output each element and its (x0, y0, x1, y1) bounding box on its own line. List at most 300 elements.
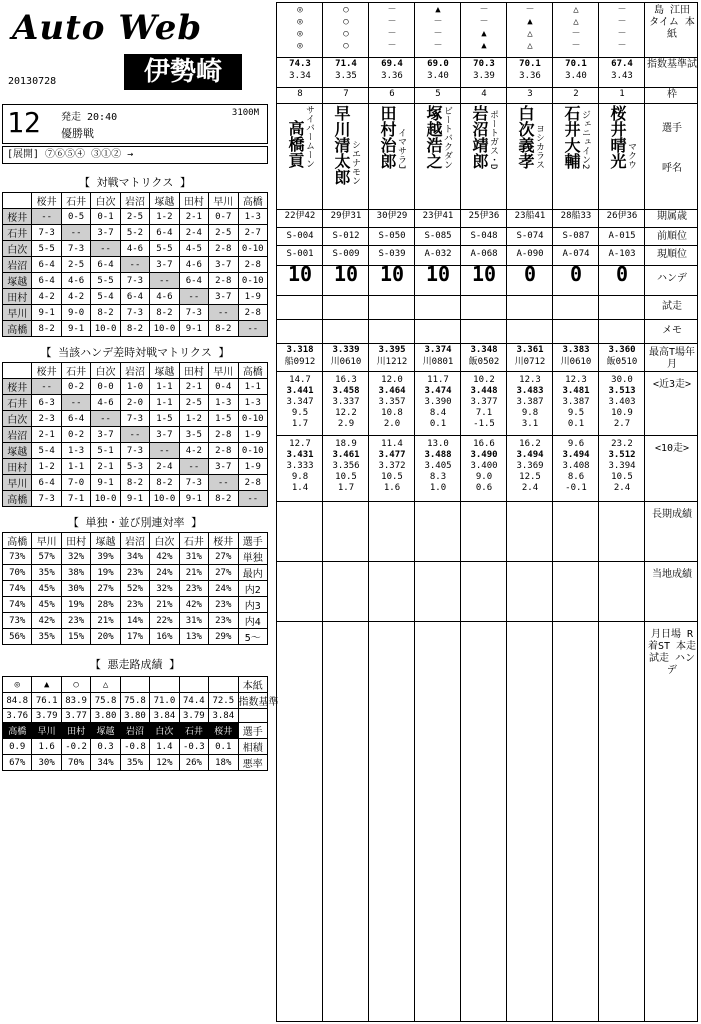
shisu-base: 3.36 (381, 71, 403, 81)
rider-name-block (415, 105, 461, 205)
matrix-cell: 2-8 (209, 427, 238, 443)
akuso-cell: 76.1 (32, 693, 61, 709)
waku-number: 6 (389, 89, 395, 99)
rentai-cell: 23% (61, 613, 90, 629)
matrix-cell: 10-0 (150, 491, 179, 507)
matrix-cell: 7-1 (61, 491, 90, 507)
akuso-cell: 岩沼 (120, 723, 149, 739)
mark-labels: 島 江田 タイム 本紙 (649, 5, 695, 40)
current-rank: A-068 (470, 249, 498, 259)
matrix-header: 早川 (209, 193, 238, 209)
akuso-cell: 0.1 (209, 739, 238, 755)
recent3-value: 3.377 (470, 397, 498, 407)
rentai-cell: 27% (91, 581, 120, 597)
matrix-cell: 2-5 (120, 209, 149, 225)
shisu-value: 69.4 (381, 59, 403, 69)
rider-name-block (599, 105, 645, 205)
matrix-header: 白次 (91, 193, 120, 209)
matrix-cell: 9-1 (32, 305, 61, 321)
akuso-cell: 18% (209, 755, 238, 771)
matrix-cell: 7-3 (179, 305, 208, 321)
rentai-cell: 34% (120, 549, 149, 565)
akuso-cell: 1.6 (32, 739, 61, 755)
shisu-value: 70.1 (565, 59, 587, 69)
recent3-value: 10.8 (381, 408, 403, 418)
recent10-value: 3.394 (608, 461, 636, 471)
prediction-mark: － (525, 5, 535, 15)
recent10-value: 9.6 (567, 439, 585, 449)
akuso-cell: 83.9 (61, 693, 90, 709)
matrix-cell: 1-2 (32, 459, 61, 475)
recent3-value: -1.5 (473, 419, 495, 429)
section-title-rentai: 【 単独・並び別連対率 】 (67, 516, 203, 529)
divider (277, 245, 697, 246)
divider (277, 561, 697, 562)
rider-name-block (461, 105, 507, 205)
matrix-cell: -- (179, 459, 208, 475)
rider-name-block (553, 105, 599, 205)
matrix-cell: 2-5 (209, 225, 238, 241)
akuso-cell: 70% (61, 755, 90, 771)
rentai-cell: 24% (150, 565, 179, 581)
matrix-row (3, 321, 268, 337)
recent10-value: 10.5 (335, 472, 357, 482)
matrix-cell: 8-2 (150, 475, 179, 491)
rentai-cell: 52% (120, 581, 149, 597)
rentai-cell: 22% (150, 613, 179, 629)
matrix-cell: 4-6 (179, 257, 208, 273)
matrix-cell: 7-3 (179, 475, 208, 491)
prediction-mark: ○ (343, 29, 349, 39)
race-date: 20130728 (8, 76, 57, 87)
prediction-mark: － (433, 41, 443, 51)
recent3-value: 3.403 (608, 397, 636, 407)
current-rank: A-074 (562, 249, 590, 259)
bike-name: ポートガス・D (488, 109, 498, 169)
matrix-cell: 6-4 (120, 289, 149, 305)
rentai-cell: 17% (120, 629, 149, 645)
rentai-cell: 23% (209, 597, 238, 613)
recent3-value: 3.441 (286, 386, 314, 396)
handicap-value: 0 (523, 262, 537, 286)
matrix-cell: 2-7 (238, 225, 268, 241)
prediction-mark: － (617, 5, 627, 15)
matrix-cell: 3-7 (91, 427, 120, 443)
akuso-cell: 3.80 (91, 709, 120, 723)
recent10-value: 3.494 (562, 450, 590, 460)
matrix-cell: 2-8 (238, 305, 268, 321)
matrix-cell: 9-1 (179, 321, 208, 337)
akuso-cell: 3.84 (209, 709, 238, 723)
matrix-cell: 0-1 (91, 209, 120, 225)
prediction-mark: － (617, 29, 627, 39)
matrix-cell: -- (179, 289, 208, 305)
matrix-cell: 8-2 (150, 305, 179, 321)
matrix-cell: 6-4 (32, 475, 61, 491)
race-name: 優勝戦 (61, 127, 94, 140)
rentai-cell: 74% (3, 597, 32, 613)
rider-name-block (277, 105, 323, 205)
matrix-cell: 3-7 (209, 289, 238, 305)
rentai-cell: 28% (91, 597, 120, 613)
matrix-cell: 5-5 (32, 241, 61, 257)
matrix-row (3, 491, 268, 507)
matrix-cell: 2-8 (238, 475, 268, 491)
rentai-cell: 70% (3, 565, 32, 581)
recent3-value: 1.7 (291, 419, 309, 429)
prediction-mark: ▲ (481, 29, 487, 39)
bike-name: サイバームーン (304, 105, 314, 168)
race-info (2, 104, 268, 144)
matrix-cell: 8-2 (120, 321, 149, 337)
matrix-cell: 1-2 (179, 411, 208, 427)
matrix-cell: 0-10 (238, 241, 268, 257)
matrix-cell: 7-3 (120, 443, 149, 459)
matrix-cell: 3-7 (209, 257, 238, 273)
prediction-mark: ◎ (297, 5, 303, 15)
rider-column (277, 3, 323, 1021)
rider-column (323, 3, 369, 1021)
matrix-cell: 2-8 (209, 443, 238, 459)
prediction-mark: － (571, 41, 581, 51)
matrix-cell: 4-2 (32, 289, 61, 305)
prev-rank: S-085 (424, 231, 452, 241)
recent10-value: 10.5 (611, 472, 633, 482)
waku-number: 4 (481, 89, 487, 99)
recent10-value: 3.333 (286, 461, 314, 471)
matrix-row (3, 289, 268, 305)
akuso-cell: ○ (61, 677, 90, 693)
matrix-cell: 2-5 (179, 395, 208, 411)
akuso-cell: 75.8 (91, 693, 120, 709)
rider-age: 26伊36 (606, 211, 638, 221)
recent3-value: 16.3 (335, 375, 357, 385)
prediction-mark: ◎ (297, 17, 303, 27)
rentai-header: 塚越 (91, 533, 120, 549)
matrix-header: 桜井 (32, 193, 61, 209)
matrix-cell: 1-9 (238, 427, 268, 443)
matrix-row (3, 241, 268, 257)
matrix-row-label: 田村 (3, 289, 32, 305)
matrix-row-label: 桜井 (3, 209, 32, 225)
recent10-value: 9.8 (291, 472, 309, 482)
waku-number: 2 (573, 89, 579, 99)
best-time-venue: 川1212 (376, 357, 408, 367)
best-time-venue: 川0610 (330, 357, 362, 367)
best-time: 3.374 (424, 345, 452, 355)
recent10-value: 16.2 (519, 439, 541, 449)
recent10-value: 11.4 (381, 439, 403, 449)
race-number: 12 (7, 106, 41, 139)
akuso-cell: 石井 (179, 723, 208, 739)
matrix-cell: -- (209, 475, 238, 491)
bike-name: マクウ (626, 142, 636, 169)
matrix-row-label: 高橋 (3, 491, 32, 507)
matrix-cell: -- (91, 411, 120, 427)
akuso-cell: 84.8 (3, 693, 32, 709)
rider-age: 30伊29 (376, 211, 408, 221)
recent10-value: 3.490 (470, 450, 498, 460)
current-rank: A-032 (424, 249, 452, 259)
divider (277, 319, 697, 320)
handicap-value: 0 (569, 262, 583, 286)
matrix-cell: 1-3 (238, 395, 268, 411)
rentai-cell: 20% (91, 629, 120, 645)
recent3-value: 3.337 (332, 397, 360, 407)
recent3-value: 3.1 (521, 419, 539, 429)
rider-panel (276, 2, 698, 1022)
matrix-cell: 5-5 (150, 241, 179, 257)
matrix-cell: 4-6 (91, 395, 120, 411)
matrix-cell: 9-1 (61, 321, 90, 337)
matrix-cell: 5-1 (91, 443, 120, 459)
matrix-cell: 3-7 (150, 257, 179, 273)
current-rank: S-001 (286, 249, 314, 259)
recent10-value: 3.494 (516, 450, 544, 460)
rentai-cell: 23% (120, 565, 149, 581)
rider-name: 石井大輔 (562, 105, 581, 169)
matrix-cell: 0-5 (61, 209, 90, 225)
rentai-header: 田村 (61, 533, 90, 549)
race-distance: 3100M (231, 108, 259, 118)
bike-name: ヨシカラス (534, 124, 544, 169)
akuso-cell: 田村 (61, 723, 90, 739)
matrix-row (3, 395, 268, 411)
recent3-value: 3.357 (378, 397, 406, 407)
akuso-row-label: 本紙 (238, 677, 268, 693)
akuso-cell: 3.77 (61, 709, 90, 723)
rider-age: 23船41 (514, 211, 546, 221)
waku-number: 1 (619, 89, 625, 99)
matrix-cell: 0-10 (238, 411, 268, 427)
rentai-cell: 56% (3, 629, 32, 645)
rentai-row-label: 単独 (238, 549, 268, 565)
best-label: 最高T場年月 (648, 347, 696, 370)
bike-name: ビートバクダン (442, 106, 452, 169)
prev-rank: S-004 (286, 231, 314, 241)
recent3-value: 8.4 (429, 408, 447, 418)
rentai-cell: 21% (179, 565, 208, 581)
matrix-header: 桜井 (32, 363, 61, 379)
matrix-cell: 8-2 (32, 321, 61, 337)
matrix-cell: 8-2 (91, 305, 120, 321)
rider-name: 塚越浩之 (424, 105, 443, 169)
age-label: 期属歳 (657, 211, 687, 222)
recent3-value: 11.7 (427, 375, 449, 385)
akuso-cell (150, 677, 179, 693)
recent10-value: 3.356 (332, 461, 360, 471)
rider-name: 白次義孝 (516, 105, 535, 169)
rentai-cell: 32% (150, 581, 179, 597)
rentai-row-label: 内4 (238, 613, 268, 629)
shisu-value: 71.4 (335, 59, 357, 69)
prev-rank: S-087 (562, 231, 590, 241)
matrix-cell: -- (120, 427, 149, 443)
best-time: 3.361 (516, 345, 544, 355)
matrix-cell: 1-5 (150, 411, 179, 427)
prediction-mark: － (479, 17, 489, 27)
matrix-cell: 6-3 (32, 395, 61, 411)
matrix-cell: 1-1 (61, 459, 90, 475)
shisu-value: 69.0 (427, 59, 449, 69)
divider (277, 265, 697, 266)
rentai-cell: 27% (209, 565, 238, 581)
akuso-cell: 3.79 (32, 709, 61, 723)
recent3-value: 9.5 (567, 408, 585, 418)
matrix-cell: -- (32, 379, 61, 395)
matrix-row-label: 岩沼 (3, 257, 32, 273)
matrix-cell: 1-1 (150, 379, 179, 395)
matrix-cell: 7-3 (120, 305, 149, 321)
rentai-cell: 35% (32, 629, 61, 645)
akuso-cell: -0.8 (120, 739, 149, 755)
matrix-cell: 5-4 (32, 443, 61, 459)
recent10-value: 3.372 (378, 461, 406, 471)
shisu-base: 3.40 (427, 71, 449, 81)
matrix-cell: 2-8 (209, 241, 238, 257)
prediction-mark: ○ (343, 5, 349, 15)
matrix-cell: 1-1 (238, 379, 268, 395)
best-time-venue: 川0801 (422, 357, 454, 367)
rider-name-block (507, 105, 553, 205)
matrix-row-label: 塚越 (3, 443, 32, 459)
matrix-cell: -- (61, 395, 90, 411)
prev-rank: S-012 (332, 231, 360, 241)
rider-name: 岩沼靖郎 (470, 105, 489, 169)
matrix-cell: -- (120, 257, 149, 273)
rentai-cell: 15% (61, 629, 90, 645)
recent3-value: 10.9 (611, 408, 633, 418)
matrix-cell: 1-3 (238, 209, 268, 225)
matrix-cell: -- (238, 491, 268, 507)
divider (277, 435, 697, 436)
akuso-cell: -0.2 (61, 739, 90, 755)
handicap-value: 10 (287, 262, 313, 286)
prev-rank: A-015 (608, 231, 636, 241)
matrix-cell: 0-0 (91, 379, 120, 395)
rider-name: 桜井晴光 (608, 105, 627, 169)
rider-age: 29伊31 (330, 211, 362, 221)
recent10-value: 3.512 (608, 450, 636, 460)
recent10-value: 8.3 (429, 472, 447, 482)
shisu-base: 3.40 (565, 71, 587, 81)
akuso-cell: 0.3 (91, 739, 120, 755)
matrix-cell: 7-3 (61, 241, 90, 257)
matrix-cell: 1-3 (61, 443, 90, 459)
logo-title: Auto Web (12, 8, 203, 48)
rentai-header: 早川 (32, 533, 61, 549)
best-time: 3.348 (470, 345, 498, 355)
waku-number: 8 (297, 89, 303, 99)
matrix-row (3, 225, 268, 241)
section-title-handicap: 【 当該ハンデ差時対戦マトリクス 】 (40, 346, 230, 359)
memo-label: メモ (662, 325, 682, 336)
divider (277, 57, 697, 58)
recent3-value: 3.387 (516, 397, 544, 407)
prediction-mark: ◎ (297, 41, 303, 51)
rentai-cell: 23% (120, 597, 149, 613)
matrix-cell: 8-2 (120, 475, 149, 491)
matrix-cell: 7-0 (61, 475, 90, 491)
rider-name-block (323, 105, 369, 205)
matrix-header: 岩沼 (120, 193, 149, 209)
recent3-value: 12.0 (381, 375, 403, 385)
matrix-row-label: 桜井 (3, 379, 32, 395)
shisu-value: 74.3 (289, 59, 311, 69)
recent3-value: 12.3 (519, 375, 541, 385)
matrix-row-label: 早川 (3, 305, 32, 321)
rentai-cell: 45% (32, 581, 61, 597)
race-tenkai: [展開] ⑦⑥⑤④ ③①② → (2, 146, 268, 164)
rentai-cell: 27% (209, 549, 238, 565)
matrix-cell: 5-5 (91, 273, 120, 289)
matrix-header: 白次 (91, 363, 120, 379)
matrix-row (3, 475, 268, 491)
prediction-mark: △ (527, 41, 533, 51)
recent3-value: 7.1 (475, 408, 493, 418)
divider (277, 227, 697, 228)
recent3-value: 3.387 (562, 397, 590, 407)
matrix-cell: 2-3 (32, 411, 61, 427)
shisu-label: 指数基準試 (647, 59, 697, 70)
matrix-cell: -- (32, 209, 61, 225)
matrix-cell: 1-5 (209, 411, 238, 427)
akuso-cell: 桜井 (209, 723, 238, 739)
shisu-base: 3.35 (335, 71, 357, 81)
prev-rank: S-048 (470, 231, 498, 241)
prediction-mark: － (433, 29, 443, 39)
prediction-mark: ▲ (481, 41, 487, 51)
rentai-cell: 14% (120, 613, 149, 629)
waku-number: 3 (527, 89, 533, 99)
recent3-value: 2.9 (337, 419, 355, 429)
matrix-row-label: 塚越 (3, 273, 32, 289)
matrix-row-label: 田村 (3, 459, 32, 475)
rentai-row-label: 最内 (238, 565, 268, 581)
akuso-cell (209, 677, 238, 693)
divider (277, 343, 697, 344)
matrix-cell: 0-10 (238, 273, 268, 289)
akuso-cell: 3.80 (120, 709, 149, 723)
matrix-cell: -- (209, 305, 238, 321)
trial-label: 試走 (662, 301, 682, 312)
rentai-cell: 39% (91, 549, 120, 565)
matrix-row-label: 石井 (3, 395, 32, 411)
prediction-mark: － (387, 17, 397, 27)
akuso-cell: 白次 (150, 723, 179, 739)
matrix-cell: 1-1 (150, 395, 179, 411)
recent3-value: 3.483 (516, 386, 544, 396)
recent3-value: 3.390 (424, 397, 452, 407)
recent10-value: 9.0 (475, 472, 493, 482)
matrix-cell: 4-2 (61, 289, 90, 305)
handicap-value: 10 (333, 262, 359, 286)
recent3-value: 3.513 (608, 386, 636, 396)
matrix-cell: 0-2 (61, 427, 90, 443)
recent10-value: 23.2 (611, 439, 633, 449)
matrix-cell: 10-0 (91, 321, 120, 337)
matrix-cell: 0-2 (61, 379, 90, 395)
shisu-base: 3.36 (519, 71, 541, 81)
matrix-cell: 6-4 (91, 257, 120, 273)
current-rank: A-103 (608, 249, 636, 259)
rider-column (461, 3, 507, 1021)
local-record-label: 当地成績 (652, 569, 692, 580)
divider (277, 501, 697, 502)
akuso-cell: △ (91, 677, 120, 693)
akuso-cell: 72.5 (209, 693, 238, 709)
rentai-header: 岩沼 (120, 533, 149, 549)
